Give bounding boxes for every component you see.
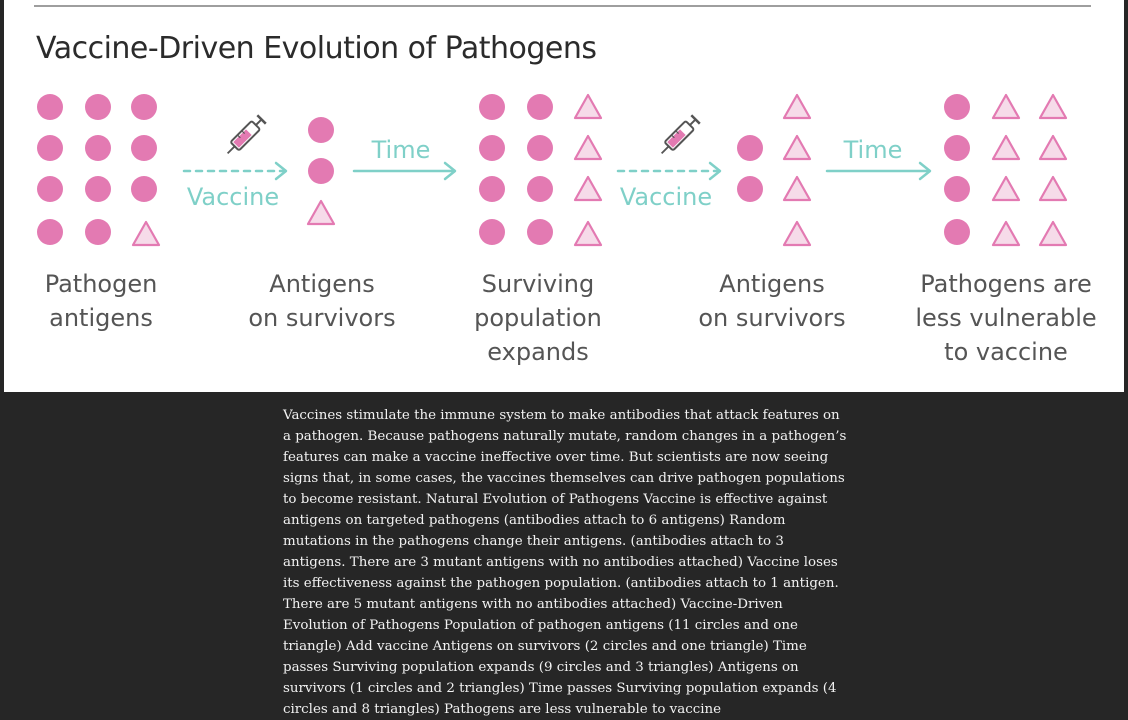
stage-label-line: expands: [487, 338, 589, 366]
pathogen-circle: [479, 176, 505, 202]
syringe-needle: [662, 146, 669, 153]
stage-label-line: less vulnerable: [915, 304, 1097, 332]
syringe-icon: [223, 115, 265, 157]
stage-label-line: Pathogens are: [920, 270, 1092, 298]
pathogen-circle: [37, 94, 63, 120]
stage-5-label: [906, 267, 1106, 369]
mutant-triangle: [133, 222, 159, 245]
pathogen-circle: [944, 135, 970, 161]
mutant-triangle: [784, 177, 810, 200]
arrow-layer: [184, 115, 930, 211]
mutant-triangle: [784, 222, 810, 245]
pathogen-circle: [944, 94, 970, 120]
pathogen-circle: [479, 219, 505, 245]
mutant-triangle: [308, 201, 334, 224]
stage-label-line: Surviving: [481, 270, 595, 298]
pathogen-circle: [85, 219, 111, 245]
pathogen-circle: [85, 176, 111, 202]
mutant-triangle: [993, 177, 1019, 200]
mutant-triangle: [784, 136, 810, 159]
mutant-triangle: [575, 136, 601, 159]
arrow-label: Vaccine: [619, 183, 713, 211]
pathogen-circle: [308, 158, 334, 184]
stage-label-line: on survivors: [698, 304, 846, 332]
pathogen-circle: [131, 94, 157, 120]
stage-1-label: [1, 267, 201, 335]
stage-label-line: Pathogen: [44, 270, 158, 298]
pathogen-circle: [131, 176, 157, 202]
mutant-triangle: [575, 177, 601, 200]
pathogen-circle: [527, 176, 553, 202]
pathogen-circle: [85, 94, 111, 120]
arrow-label: Vaccine: [186, 183, 280, 211]
pathogen-circle: [37, 219, 63, 245]
mutant-triangle: [575, 95, 601, 118]
mutant-triangle: [993, 136, 1019, 159]
pathogen-circle: [85, 135, 111, 161]
stage-2-label: [222, 267, 422, 335]
stage-label-line: on survivors: [248, 304, 396, 332]
mutant-triangle: [1040, 95, 1066, 118]
diagram-figure: [4, 0, 1124, 392]
pathogen-circle: [737, 176, 763, 202]
stage-label-line: antigens: [49, 304, 153, 332]
pathogen-circle: [308, 117, 334, 143]
stage-label-line: Antigens: [719, 270, 825, 298]
syringe-icon: [657, 115, 699, 157]
pathogen-circle: [527, 94, 553, 120]
mutant-triangle: [993, 222, 1019, 245]
mutant-triangle: [1040, 222, 1066, 245]
mutant-triangle: [784, 95, 810, 118]
diagram-title: Vaccine-Driven Evolution of Pathogens: [36, 31, 597, 66]
arrow-label: Time: [843, 136, 903, 164]
stage-label-line: to vaccine: [944, 338, 1068, 366]
stage-label-line: Antigens: [269, 270, 375, 298]
mutant-triangle: [575, 222, 601, 245]
arrow-label: Time: [371, 136, 431, 164]
diagram-caption: Vaccines stimulate the immune system to make antibodies that attack features on a pathogen. Because pathogens naturally mutate, random changes in a pathogen’s features can make a vaccine ineffective over time. But scientists are now seeing signs that, in some cases, the vaccines themselves can drive pathogen populations to become resistant. Natural Evolution of Pathogens Vaccine is effective against antigens on targeted pathogens (antibodies attach to 6 antigens) Random mutations in the pathogens change their antigens. (antibodies attach to 3 antigens. There are 3 mutant antigens with no antibodies attached) Vaccine loses its effectiveness against the pathogen population. (antibodies attach to 1 antigen. There are 5 mutant antigens with no antibodies attached) Vaccine-Driven Evolution of Pathogens Population of pathogen antigens (11 circles and one triangle) Add vaccine Antigens on survivors (2 circles and one triangle) Time passes Surviving population expands (9 circles and 3 triangles) Antigens on survivors (1 circles and 2 triangles) Time passes Surviving population expands (4 circles and 8 triangles) Pathogens are less vulnerable to vaccine: [283, 408, 847, 717]
pathogen-marks: [37, 94, 1066, 245]
pathogen-circle: [37, 135, 63, 161]
mutant-triangle: [1040, 177, 1066, 200]
pathogen-circle: [479, 94, 505, 120]
mutant-triangle: [1040, 136, 1066, 159]
pathogen-circle: [944, 219, 970, 245]
pathogen-circle: [131, 135, 157, 161]
stage-3-label: [438, 267, 638, 369]
stage-label-line: population: [474, 304, 602, 332]
pathogen-circle: [527, 135, 553, 161]
pathogen-circle: [37, 176, 63, 202]
pathogen-circle: [527, 219, 553, 245]
pathogen-circle: [944, 176, 970, 202]
pathogen-circle: [737, 135, 763, 161]
pathogen-circle: [479, 135, 505, 161]
mutant-triangle: [993, 95, 1019, 118]
syringe-needle: [228, 146, 235, 153]
stage-4-label: [672, 267, 872, 335]
